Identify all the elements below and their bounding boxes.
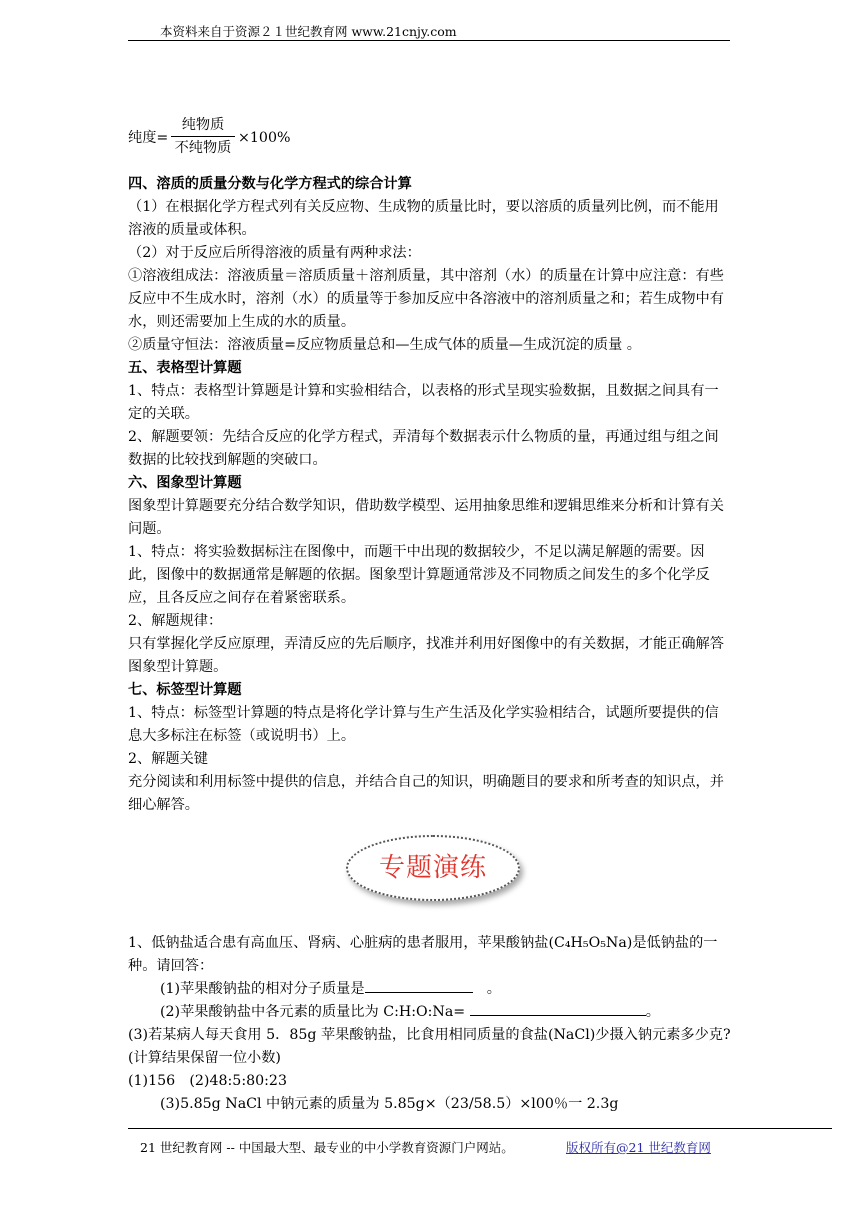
section-5-title: 五、表格型计算题 [128, 360, 242, 376]
section-4-p3: ①溶液组成法：溶液质量＝溶质质量＋溶剂质量，其中溶剂（水）的质量在计算中应注意：有些反应中不生成水时，溶剂（水）的质量等于参加反应中各溶液中的溶剂质量之和；若生成物中有水，则还需要加上生成的水的质量。 [128, 268, 724, 330]
question-1a-end: 。 [486, 981, 501, 997]
purity-formula [128, 115, 732, 163]
section-7-p2: 2、解题关键 [128, 751, 208, 767]
section-7-p3: 充分阅读和利用标签中提供的信息，并结合自己的知识，明确题目的要求和所考查的知识点，并细心解答。 [128, 774, 724, 813]
section-6-p1: 图象型计算题要充分结合数学知识，借助数学模型、运用抽象思维和逻辑思维来分析和计算有关问题。 [128, 498, 724, 537]
purity-suffix: ×100% [238, 130, 291, 146]
answer-line-2: (3)5.85g NaCl 中钠元素的质量为 5.85g×（23/58.5）×l00％一 2.3g [160, 1096, 619, 1112]
section-4-p4: ②质量守恒法：溶液质量=反应物质量总和—生成气体的质量—生成沉淀的质量 。 [128, 337, 641, 353]
purity-denominator: 不纯物质 [174, 140, 232, 156]
page-header: 本资料来自于资源２１世纪教育网 www.21cnjy.com [160, 24, 457, 39]
section-7-title: 七、标签型计算题 [128, 682, 242, 698]
purity-numerator: 纯物质 [181, 117, 225, 133]
footer-rule [128, 1128, 832, 1129]
purity-fraction [171, 115, 235, 158]
answer-line-1: (1)156 (2)48:5:80:23 [128, 1073, 287, 1089]
answer-blank-1b[interactable] [470, 1001, 646, 1016]
section-4-title: 四、溶质的质量分数与化学方程式的综合计算 [128, 176, 412, 192]
section-7-p1: 1、特点：标签型计算题的特点是将化学计算与生产生活及化学实验相结合，试题所要提供的信息大多标注在标签（或说明书）上。 [128, 705, 719, 744]
question-1b-text: (2)苹果酸钠盐中各元素的质量比为 C:H:O:Na= [160, 1004, 466, 1020]
answer-blank-1a[interactable] [365, 978, 473, 993]
question-1b [128, 1001, 732, 1024]
section-6-p3: 2、解题规律： [128, 613, 223, 629]
section-5-p1: 1、特点：表格型计算题是计算和实验相结合，以表格的形式呈现实验数据，且数据之间具有一定的关联。 [128, 383, 719, 422]
practice-badge [346, 835, 520, 901]
practice-badge-area [128, 817, 732, 932]
section-4-p2: （2）对于反应后所得溶液的质量有两种求法： [128, 245, 421, 261]
section-5-p2: 2、解题要领：先结合反应的化学方程式，弄清每个数据表示什么物质的量，再通过组与组之间数据的比较找到解题的突破口。 [128, 429, 719, 468]
fraction-bar [171, 136, 235, 137]
section-6-p4: 只有掌握化学反应原理，弄清反应的先后顺序，找准并利用好图像中的有关数据，才能正确解答图象型计算题。 [128, 636, 724, 675]
question-1b-end: 。 [645, 1004, 660, 1020]
document-body [128, 115, 732, 1116]
purity-label: 纯度= [128, 130, 169, 146]
section-6-p2: 1、特点：将实验数据标注在图像中，而题干中出现的数据较少，不足以满足解题的需要。因此，图像中的数据通常是解题的依据。图象型计算题通常涉及不同物质之间发生的多个化学反应，且各反应之间存在着紧密联系。 [128, 544, 710, 606]
question-1a [128, 978, 732, 1001]
practice-badge-text: 专题演练 [378, 852, 487, 883]
footer-copyright-link[interactable]: 版权所有@21 世纪教育网 [566, 1140, 711, 1155]
question-1a-text: (1)苹果酸钠盐的相对分子质量是 [160, 981, 365, 997]
question-1c: (3)若某病人每天食用 5．85g 苹果酸钠盐，比食用相同质量的食盐(NaCl)少摄入钠元素多少克?(计算结果保留一位小数) [128, 1027, 731, 1066]
header-rule [128, 40, 730, 41]
section-6-title: 六、图象型计算题 [128, 475, 242, 491]
section-4-p1: （1）在根据化学方程式列有关反应物、生成物的质量比时，要以溶质的质量列比例，而不能用溶液的质量或体积。 [128, 199, 719, 238]
question-1-intro: 1、低钠盐适合患有高血压、肾病、心脏病的患者服用，苹果酸钠盐(C₄H₅O₅Na)是低钠盐的一种。请回答： [128, 935, 718, 974]
footer-text: 21 世纪教育网 -- 中国最大型、最专业的中小学教育资源门户网站。 [140, 1140, 514, 1155]
